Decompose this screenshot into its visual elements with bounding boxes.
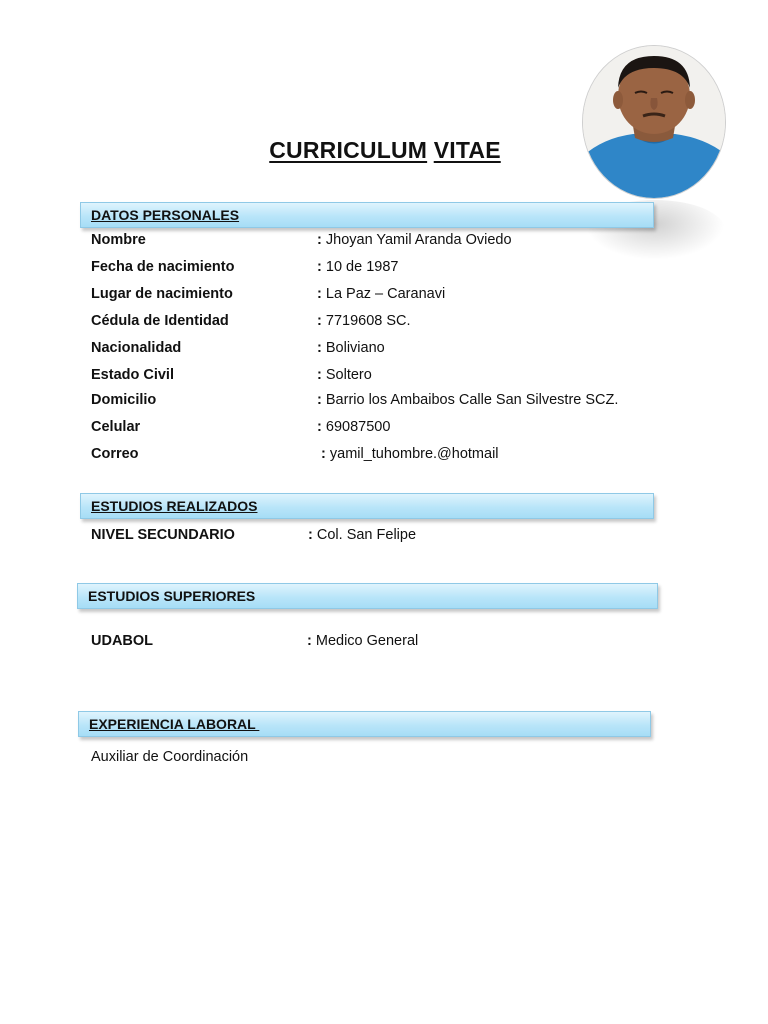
section-title-higher: ESTUDIOS SUPERIORES	[88, 588, 256, 604]
section-header-higher	[77, 583, 658, 609]
title-word-curriculum: CURRICULUM	[269, 137, 428, 163]
row-value: Medico General	[315, 633, 419, 649]
colon: :	[317, 232, 322, 248]
row-label: Estado Civil	[91, 367, 174, 383]
title-word-vitae: VITAE	[433, 137, 501, 163]
personal-value-nacionalidad	[317, 340, 385, 356]
personal-value-cedula	[317, 313, 411, 329]
row-label: Correo	[91, 446, 139, 462]
section-title-studies: ESTUDIOS REALIZADOS	[91, 498, 258, 514]
colon: :	[317, 340, 322, 356]
personal-row-nacionalidad	[91, 340, 181, 356]
personal-value-estado-civil	[317, 367, 372, 383]
section-header-studies	[80, 493, 654, 519]
personal-value-celular	[317, 419, 390, 435]
colon: :	[317, 392, 322, 408]
personal-row-correo	[91, 446, 139, 462]
row-value: Col. San Felipe	[316, 527, 417, 543]
higher-row-label	[91, 633, 153, 649]
row-label: Nacionalidad	[91, 340, 182, 356]
colon: :	[317, 419, 322, 435]
row-label: Cédula de Identidad	[91, 313, 229, 329]
personal-row-lugar	[91, 286, 233, 302]
personal-value-nombre	[317, 232, 512, 248]
colon: :	[317, 313, 322, 329]
higher-row-value	[307, 633, 418, 649]
row-label: Nombre	[91, 232, 146, 248]
row-value: 69087500	[325, 419, 391, 435]
section-title-experience: EXPERIENCIA LABORAL	[89, 716, 260, 732]
row-label: Lugar de nacimiento	[91, 286, 233, 302]
row-value: Jhoyan Yamil Aranda Oviedo	[325, 232, 512, 248]
studies-row-label	[91, 527, 235, 543]
section-header-experience	[78, 711, 651, 737]
row-value: 10 de 1987	[325, 259, 399, 275]
studies-row-value	[308, 527, 416, 543]
row-value: 7719608 SC.	[325, 313, 411, 329]
row-label: NIVEL SECUNDARIO	[91, 527, 235, 543]
profile-photo	[582, 45, 726, 199]
personal-row-nombre	[91, 232, 146, 248]
row-value: Barrio los Ambaibos Calle San Silvestre SCZ.	[325, 392, 619, 408]
colon: :	[308, 527, 313, 543]
section-header-personal	[80, 202, 654, 228]
row-label: UDABOL	[91, 633, 154, 649]
colon: :	[307, 633, 312, 649]
row-label: Fecha de nacimiento	[91, 259, 235, 275]
personal-value-domicilio	[317, 392, 618, 408]
colon: :	[317, 286, 322, 302]
row-label: Domicilio	[91, 392, 157, 408]
section-title-personal: DATOS PERSONALES	[91, 207, 240, 223]
person-icon	[583, 46, 725, 198]
row-value: yamil_tuhombre.@hotmail	[329, 446, 499, 462]
experience-item: Auxiliar de Coordinación	[91, 749, 249, 765]
personal-row-estado-civil	[91, 367, 174, 383]
personal-value-fecha	[317, 259, 398, 275]
colon: :	[321, 446, 326, 462]
row-value: Soltero	[325, 367, 372, 383]
colon: :	[317, 367, 322, 383]
row-label: Celular	[91, 419, 141, 435]
colon: :	[317, 259, 322, 275]
personal-row-fecha	[91, 259, 234, 275]
personal-row-domicilio	[91, 392, 156, 408]
row-value: Boliviano	[325, 340, 385, 356]
personal-row-cedula	[91, 313, 229, 329]
personal-value-correo	[321, 446, 499, 462]
row-value: La Paz – Caranavi	[325, 286, 446, 302]
personal-row-celular	[91, 419, 140, 435]
personal-value-lugar	[317, 286, 445, 302]
